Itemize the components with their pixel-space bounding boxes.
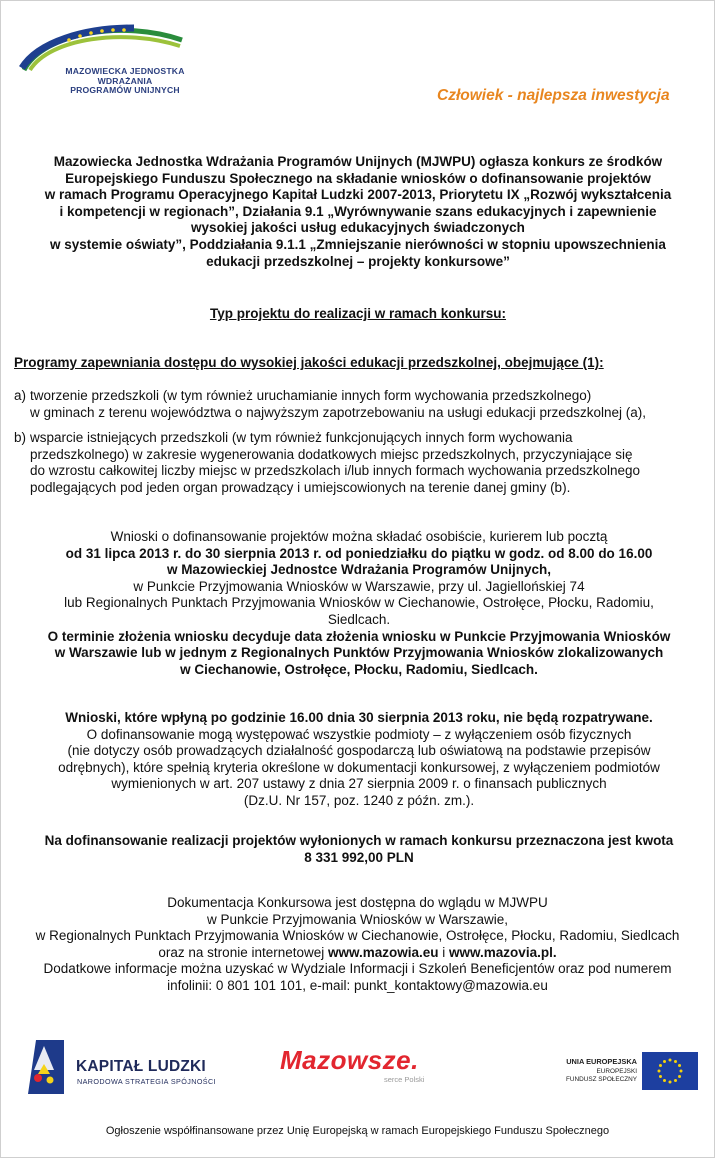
late-notice: Wnioski, które wpłyną po godzinie 16.00 dnia 30 sierpnia 2013 roku, nie będą rozpatrywane. — [65, 710, 653, 725]
logo-line: PROGRAMÓW UNIJNYCH — [70, 85, 180, 96]
intro-line: wysokiej jakości usług edukacyjnych świadczonych — [191, 220, 525, 236]
funding-line: Na dofinansowanie realizacji projektów wyłonionych w ramach konkursu przeznaczona jest kwota — [44, 833, 674, 848]
kapital-ludzki-emblem — [24, 1040, 68, 1094]
intro-line: i kompetencji w regionach”, Działania 9.1 „Wyrównywanie szans edukacyjnych i zapewnienie — [59, 203, 657, 219]
list-line: tworzenie przedszkoli (w tym również uruchamianie innych form wychowania przedszkolnego) — [30, 388, 592, 403]
submission-line: w Punkcie Przyjmowania Wniosków w Warszawie, przy ul. Jagiellońskiej 74 — [133, 578, 585, 594]
mjwpu-logo-graphic — [14, 22, 194, 72]
eu-star — [678, 1064, 681, 1067]
submission-deadline-rule: w Ciechanowie, Ostrołęce, Płocku, Radomiu, Siedlcach. — [180, 661, 538, 677]
logo-line: MAZOWIECKA JEDNOSTKA — [65, 66, 185, 76]
intro-line: w ramach Programu Operacyjnego Kapitał Ludzki 2007-2013, Priorytetu IX „Rozwój wykształcenia — [44, 187, 672, 203]
submission-line: Wnioski o dofinansowanie projektów można składać osobiście, kurierem lub pocztą — [110, 529, 608, 544]
eligibility-line: (nie dotyczy osób prowadzących działalność gospodarczą lub oświatową na podstawie przepisów — [67, 743, 651, 759]
website-link[interactable]: www.mazovia.pl. — [449, 944, 557, 960]
eu-subtitle-line: FUNDUSZ SPOŁECZNY — [565, 1076, 637, 1083]
funding-amount: 8 331 992,00 PLN — [304, 849, 414, 865]
list-line: do wzrostu całkowitej liczby miejsc w przedszkolach i/lub innych formach wychowania przedszkolnego — [30, 463, 641, 479]
eu-star — [680, 1070, 683, 1073]
funding-info — [14, 833, 704, 866]
eu-star — [674, 1079, 677, 1082]
submission-info — [14, 529, 704, 678]
submission-institution: w Mazowieckiej Jednostce Wdrażania Programów Unijnych, — [166, 562, 552, 578]
eu-star — [658, 1070, 661, 1073]
list-line: przedszkolnego) w zakresie wygenerowania dodatkowych miejsc przedszkolnych, przyczyniające się — [30, 446, 633, 462]
eu-star — [678, 1075, 681, 1078]
eu-star — [659, 1064, 662, 1067]
intro-line: w systemie oświaty”, Poddziałania 9.1.1 „Zmniejszanie nierówności w stopniu upowszechnienia — [50, 236, 666, 252]
eligibility-line: wymienionych w art. 207 ustawy z dnia 27 sierpnia 2009 r. o finansach publicznych — [111, 776, 607, 792]
docs-line: w Punkcie Przyjmowania Wniosków w Warszawie, — [206, 911, 509, 927]
program-heading: Programy zapewniania dostępu do wysokiej jakości edukacji przedszkolnej, obejmujące (1): — [14, 355, 604, 370]
list-line: podlegających pod jeden organ prowadzący i umiejscowionych na terenie danej gminy (b). — [30, 479, 571, 495]
docs-text: oraz na stronie internetowej — [158, 944, 328, 960]
mazowsze-logo-word: Mazowsze. — [280, 1045, 419, 1075]
submission-deadline-rule: w Warszawie lub w jednym z Regionalnych Punktów Przyjmowania Wniosków zlokalizowanych — [54, 645, 664, 661]
eu-star — [674, 1060, 677, 1063]
website-link[interactable]: www.mazowia.eu — [328, 944, 439, 960]
list-marker: a) — [14, 388, 27, 403]
docs-contact: infolinii: 0 801 101 101, e-mail: punkt_kontaktowy@mazowia.eu — [167, 977, 548, 993]
eu-flag-icon — [642, 1052, 698, 1090]
eu-subtitle-line: EUROPEJSKI — [596, 1068, 637, 1075]
eu-star — [669, 1081, 672, 1084]
eu-subtitle — [560, 1068, 637, 1084]
kapital-ludzki-title: KAPITAŁ LUDZKI — [76, 1058, 206, 1075]
docs-line — [10, 945, 705, 962]
list-item — [14, 388, 704, 421]
slogan: Człowiek - najlepsza inwestycja — [437, 87, 670, 104]
project-type-heading: Typ projektu do realizacji w ramach konkursu: — [209, 306, 507, 321]
eligibility-line: odrębnych), które spełnią kryteria określone w dokumentacji konkursowej, z wyłączeniem podmiotów — [58, 759, 660, 775]
intro-line: Mazowiecka Jednostka Wdrażania Programów Unijnych (MJWPU) ogłasza konkurs ze środków — [53, 154, 663, 169]
intro-line: Europejskiego Funduszu Społecznego na składanie wniosków o dofinansowanie projektów — [65, 170, 651, 186]
documentation-info — [10, 895, 705, 995]
eu-title: UNIA EUROPEJSKA — [566, 1057, 637, 1066]
list-line: wsparcie istniejących przedszkoli (w tym również funkcjonujących innych form wychowania — [30, 430, 573, 445]
logo-line: WDRAŻANIA — [97, 75, 153, 86]
eu-star — [669, 1059, 672, 1062]
mazowsze-tagline: serce Polski — [384, 1075, 425, 1084]
eligibility-line: O dofinansowanie mogą występować wszystkie podmioty – z wyłączeniem osób fizycznych — [86, 726, 632, 742]
mjwpu-logo-text — [60, 67, 190, 96]
list-line: w gminach z terenu województwa o najwyższym zapotrzebowaniu na usługi edukacji przedszkolnej (a), — [30, 404, 647, 420]
eligibility-line: (Dz.U. Nr 157, poz. 1240 z późn. zm.). — [243, 792, 475, 808]
eu-star — [659, 1075, 662, 1078]
list-item — [14, 430, 704, 496]
footer-cofinancing-note: Ogłoszenie współfinansowane przez Unię Europejską w ramach Europejskiego Funduszu Społecznego — [105, 1125, 610, 1137]
eu-star — [663, 1079, 666, 1082]
eligibility-info — [14, 710, 704, 810]
docs-text: i — [438, 944, 450, 960]
submission-line: lub Regionalnych Punktach Przyjmowania Wniosków w Ciechanowie, Ostrołęce, Płocku, Radomiu, — [64, 595, 654, 611]
submission-line: Siedlcach. — [327, 611, 391, 627]
eu-star — [663, 1060, 666, 1063]
docs-line: Dokumentacja Konkursowa jest dostępna do wglądu w MJWPU — [167, 895, 548, 910]
list-marker: b) — [14, 430, 27, 445]
submission-dates: od 31 lipca 2013 r. do 30 sierpnia 2013 r. od poniedziałku do piątku w godz. od 8.00 do 16.00 — [65, 545, 653, 561]
submission-deadline-rule: O terminie złożenia wniosku decyduje data złożenia wniosku w Punkcie Przyjmowania Wniosków — [47, 628, 671, 644]
intro-announcement — [18, 154, 698, 270]
intro-line: edukacji przedszkolnej – projekty konkursowe” — [206, 253, 510, 269]
docs-line: Dodatkowe informacje można uzyskać w Wydziale Informacji i Szkoleń Beneficjentów oraz pod numerem — [43, 961, 672, 977]
kapital-ludzki-subtitle: NARODOWA STRATEGIA SPÓJNOŚCI — [77, 1077, 216, 1086]
docs-line: w Regionalnych Punktach Przyjmowania Wniosków w Ciechanowie, Ostrołęce, Płocku, Radomiu, Siedlcach — [35, 928, 680, 944]
